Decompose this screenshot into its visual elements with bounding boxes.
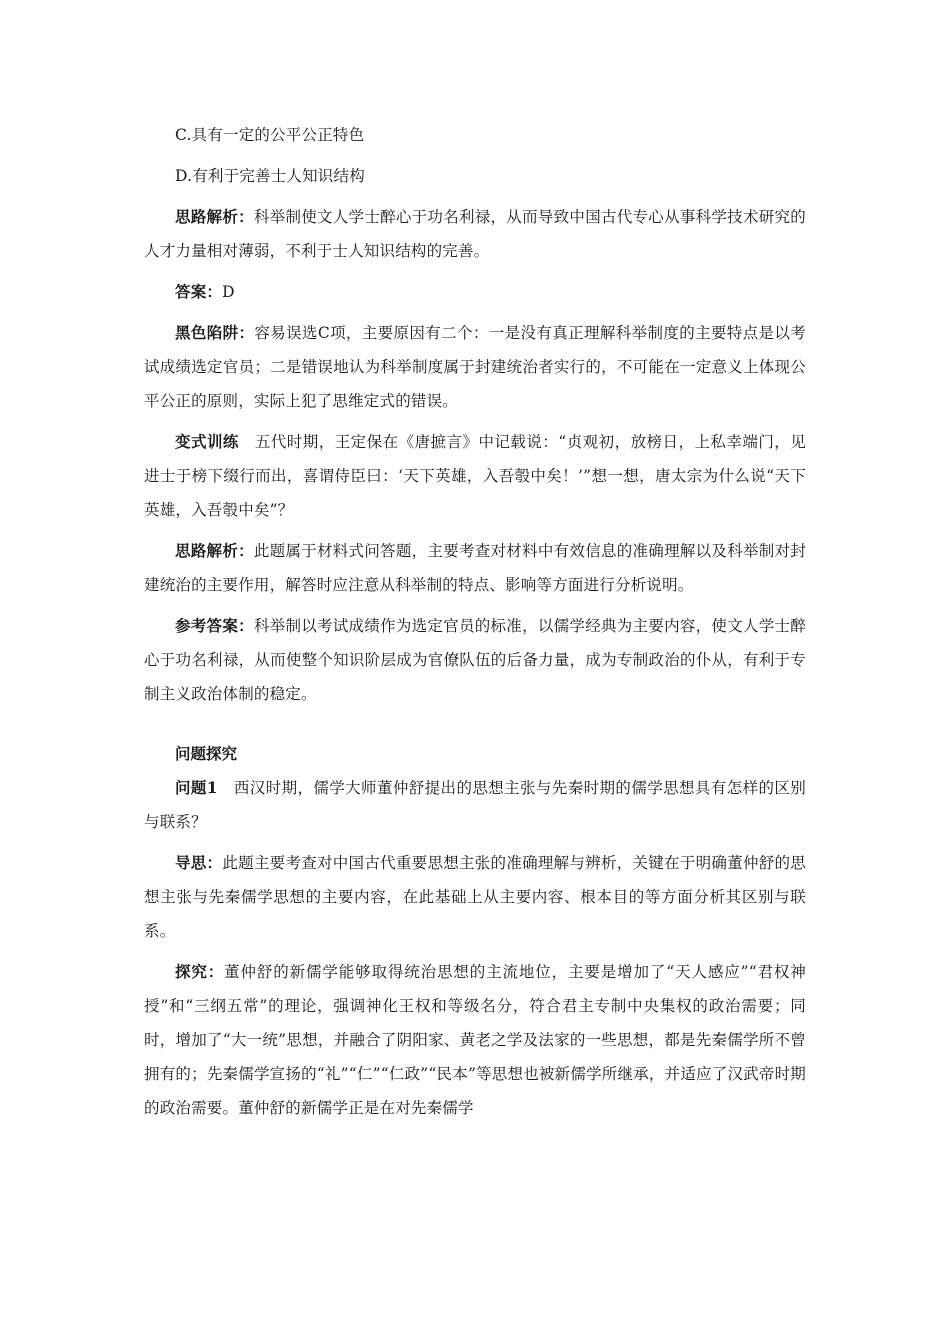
question-text: 西汉时期，儒学大师董仲舒提出的思想主张与先秦时期的儒学思想具有怎样的区别与联系？ [144, 779, 806, 831]
variant-analysis-label: 思路解析： [175, 541, 254, 560]
option-d: D.有利于完善士人知识结构 [175, 167, 365, 185]
analysis-label: 思路解析： [175, 207, 254, 226]
question-label: 问题1 [175, 778, 218, 797]
analysis-paragraph [144, 200, 806, 268]
trap-label: 黑色陷阱： [175, 323, 255, 342]
variant-analysis-text: 此题属于材料式问答题，主要考查对材料中有效信息的准确理解以及科举制对封建统治的主要作用，解答时应注意从科举制的特点、影响等方面进行分析说明。 [144, 542, 806, 594]
document-page [144, 118, 806, 1125]
variant-paragraph [144, 425, 806, 527]
explore-paragraph [144, 955, 806, 1125]
variant-analysis-paragraph [144, 534, 806, 602]
reference-answer-paragraph [144, 609, 806, 711]
trap-paragraph [144, 316, 806, 418]
section-title: 问题探究 [175, 744, 238, 763]
guide-paragraph [144, 846, 806, 948]
guide-label: 导思： [175, 853, 223, 872]
explore-label: 探究： [175, 962, 225, 981]
section-gap [144, 711, 806, 737]
variant-text: 五代时期，王定保在《唐摭言》中记载说：“贞观初，放榜日，上私幸端门，见进士于榜下缀行而出，喜谓侍臣曰：‘天下英雄，入吾彀中矣！’”想一想，唐太宗为什么说“天下英雄，入吾彀中矣”？ [144, 433, 806, 519]
reference-answer-label: 参考答案： [175, 616, 254, 635]
analysis-text: 科举制使文人学士醉心于功名利禄，从而导致中国古代专心从事科学技术研究的人才力量相对薄弱，不利于士人知识结构的完善。 [144, 208, 806, 260]
trap-text: 容易误选C项，主要原因有二个：一是没有真正理解科举制度的主要特点是以考试成绩选定官员；二是错误地认为科举制度属于封建统治者实行的，不可能在一定意义上体现公平公正的原则，实际上犯了思维定式的错误。 [144, 324, 806, 410]
answer-text: D [222, 283, 235, 301]
variant-label: 变式训练 [175, 432, 239, 451]
guide-text: 此题主要考查对中国古代重要思想主张的准确理解与辨析，关键在于明确董仲舒的思想主张与先秦儒学思想的主要内容，在此基础上从主要内容、根本目的等方面分析其区别与联系。 [144, 854, 807, 940]
reference-answer-text: 科举制以考试成绩作为选定官员的标准，以儒学经典为主要内容，使文人学士醉心于功名利禄，从而使整个知识阶层成为官僚队伍的后备力量，成为专制政治的仆从，有利于专制主义政治体制的稳定。 [144, 617, 806, 703]
explore-text: 董仲舒的新儒学能够取得统治思想的主流地位，主要是增加了“天人感应”“君权神授”和“三纲五常”的理论，强调神化王权和等级名分，符合君主专制中央集权的政治需要；同时，增加了“大一统”思想，并融合了阴阳家、黄老之学及法家的一些思想，都是先秦儒学所不曾拥有的；先秦儒学宣扬的“礼”“仁”“仁政”“民本”等思想也被新儒学所继承，并适应了汉武帝时期的政治需要。董仲舒的新儒学正是在对先秦儒学 [144, 963, 806, 1117]
answer-label: 答案： [175, 282, 223, 301]
answer-paragraph [144, 275, 806, 309]
question-paragraph [144, 771, 806, 839]
option-c: C.具有一定的公平公正特色 [175, 126, 365, 144]
